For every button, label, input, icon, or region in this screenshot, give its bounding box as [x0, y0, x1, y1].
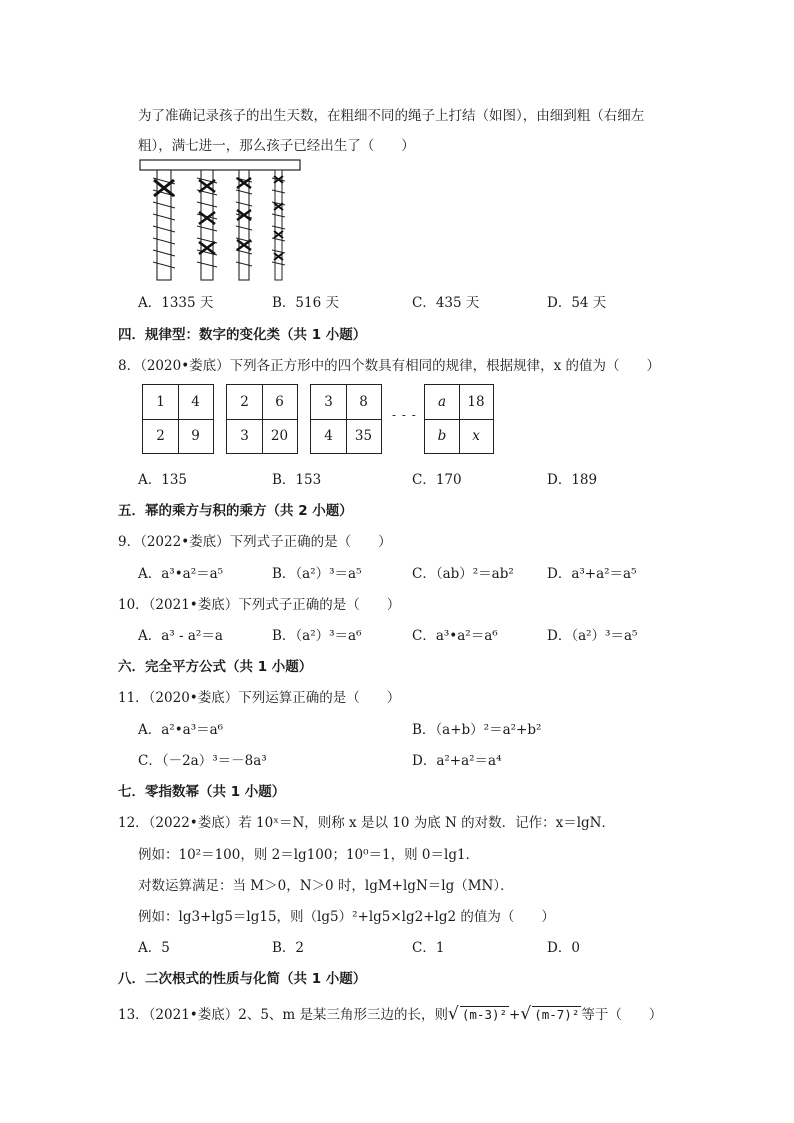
square-2-br: 20	[270, 428, 289, 444]
q8-option-a: A．135	[138, 472, 188, 488]
q7-line2: 粗），满七进一，那么孩子已经出生了（ ）	[138, 138, 415, 154]
square-1-br: 9	[191, 428, 200, 444]
number-square-1	[142, 384, 214, 454]
q11-option-b: B．（a+b）²＝a²+b²	[412, 722, 542, 738]
q7-line1: 为了准确记录孩子的出生天数，在粗细不同的绳子上打结（如图），由细到粗（右细左	[138, 108, 645, 124]
square-3-bl: 4	[324, 428, 333, 444]
q12-option-d: D．0	[547, 940, 580, 956]
q11-option-c: C．（－2a）³＝－8a³	[138, 753, 267, 769]
section-4-title: 四．规律型：数字的变化类（共 1 小题）	[118, 327, 367, 343]
rope-4	[272, 170, 285, 280]
q12-option-c: C．1	[412, 940, 445, 956]
q10-option-b: B．（a²）³＝a⁶	[272, 628, 362, 644]
q10-option-a: A．a³ - a²＝a	[138, 628, 223, 644]
q8-text: 8．（2020•娄底）下列各正方形中的四个数具有相同的规律，根据规律，x 的值为（ ）	[118, 358, 661, 374]
q9-option-a: A．a³•a²＝a⁵	[138, 566, 224, 582]
q10-option-d: D．（a²）³＝a⁵	[547, 628, 638, 644]
q12-option-a: A．5	[138, 940, 170, 956]
square-3-tl: 3	[324, 394, 333, 410]
square-4-tl: a	[437, 394, 447, 410]
number-square-2	[226, 384, 298, 454]
square-4-tr: 18	[467, 394, 485, 410]
q7-option-a: A．1335 天	[138, 295, 214, 311]
squares-ellipsis: - - -	[392, 408, 417, 422]
q13-suffix: 等于（ ）	[581, 1007, 663, 1023]
q13-root-2: (m-7)²	[534, 1007, 580, 1022]
q9-option-d: D．a³+a²＝a⁵	[547, 566, 637, 582]
q12-line3: 对数运算满足：当 M＞0，N＞0 时，lgM+lgN＝lg（MN）．	[138, 878, 514, 894]
square-1-tl: 1	[156, 394, 165, 410]
section-6-title: 六．完全平方公式（共 1 小题）	[118, 659, 313, 675]
square-2-bl: 3	[240, 428, 249, 444]
square-2-tr: 6	[275, 394, 284, 410]
square-4-bl: b	[437, 428, 447, 444]
q12-line4: 例如：lg3+lg5＝lg15，则（lg5）²+lg5×lg2+lg2 的值为（ ）	[138, 909, 555, 925]
rope-bar	[140, 160, 300, 170]
q12-line2: 例如：10²＝100，则 2＝lg100；10⁰＝1，则 0＝lg1．	[138, 847, 480, 863]
rope-2	[197, 170, 217, 280]
knot-rope-figure	[138, 158, 303, 286]
q13-prefix: 13．（2021•娄底）2、5、m 是某三角形三边的长，则	[118, 1007, 449, 1023]
q7-option-d: D．54 天	[547, 295, 607, 311]
section-7-title: 七．零指数幂（共 1 小题）	[118, 784, 286, 800]
square-3-tr: 8	[359, 394, 368, 410]
square-1-bl: 2	[156, 428, 165, 444]
q9-text: 9．（2022•娄底）下列式子正确的是（ ）	[118, 534, 392, 550]
sqrt-sign-1: √	[448, 1004, 459, 1024]
q13-plus: +	[509, 1007, 521, 1023]
q9-option-b: B．（a²）³＝a⁵	[272, 566, 362, 582]
sqrt-sign-2: √	[520, 1004, 532, 1024]
q8-option-b: B．153	[272, 472, 322, 488]
q11-option-d: D．a²+a²＝a⁴	[412, 753, 502, 769]
q12-line1: 12．（2022•娄底）若 10ˣ＝N，则称 x 是以 10 为底 N 的对数．记作：x＝lgN．	[118, 815, 615, 831]
square-2-tl: 2	[240, 394, 249, 410]
rope-1	[153, 170, 175, 280]
number-square-3	[310, 384, 382, 454]
square-4-br: x	[472, 428, 480, 444]
q13-line	[118, 1003, 662, 1024]
section-5-title: 五．幂的乘方与积的乘方（共 2 小题）	[118, 503, 353, 519]
rope-3	[236, 170, 252, 280]
square-1-tr: 4	[191, 394, 200, 410]
number-square-4	[424, 384, 494, 454]
q8-option-c: C．170	[412, 472, 462, 488]
q10-text: 10．（2021•娄底）下列式子正确的是（ ）	[118, 597, 401, 613]
square-3-br: 35	[354, 428, 373, 444]
q7-option-c: C．435 天	[412, 295, 480, 311]
q11-option-a: A．a²•a³＝a⁶	[138, 722, 224, 738]
q8-option-d: D．189	[547, 472, 598, 488]
q11-text: 11．（2020•娄底）下列运算正确的是（ ）	[118, 690, 401, 706]
section-8-title: 八．二次根式的性质与化简（共 1 小题）	[118, 971, 367, 987]
q12-option-b: B．2	[272, 940, 305, 956]
q10-option-c: C．a³•a²＝a⁶	[412, 628, 498, 644]
q7-option-b: B．516 天	[272, 295, 339, 311]
q9-option-c: C．（ab）²＝ab²	[412, 566, 514, 582]
q13-root-1: (m-3)²	[461, 1007, 508, 1022]
